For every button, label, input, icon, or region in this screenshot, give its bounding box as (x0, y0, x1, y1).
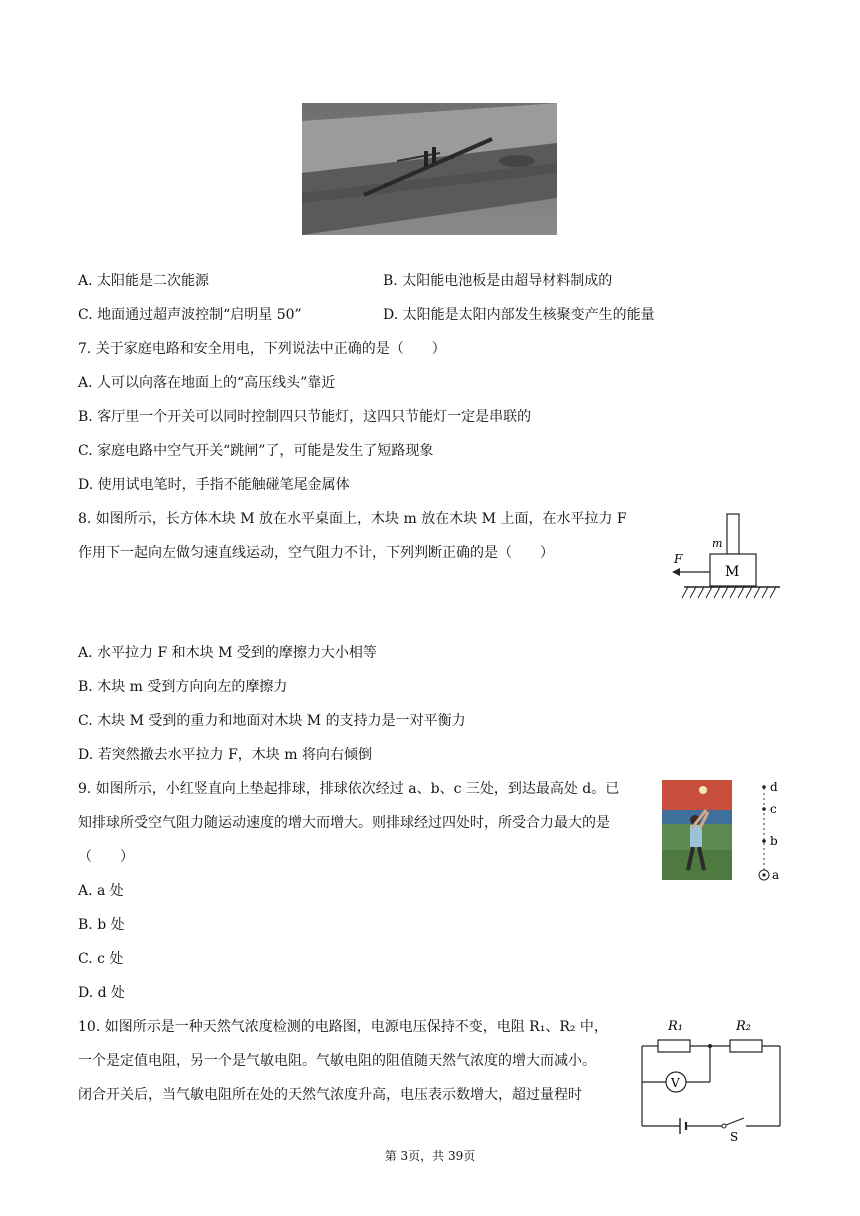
q8-option-d: D. 若突然撤去水平拉力 F，木块 m 将向右倾倒 (78, 747, 372, 763)
q10-label-R2: R₂ (736, 1019, 751, 1034)
q9-option-d: D. d 处 (78, 985, 126, 1001)
q7-option-d: D. 使用试电笔时，手指不能触碰笔尾金属体 (78, 477, 350, 493)
q9-option-a: A. a 处 (78, 883, 124, 899)
q7-option-c: C. 家庭电路中空气开关“跳闸”了，可能是发生了短路现象 (78, 443, 434, 459)
q6-option-a: A. 太阳能是二次能源 (78, 273, 210, 289)
q8-label-F: F (674, 552, 683, 566)
q8-stem-line2: 作用下一起向左做匀速直线运动，空气阻力不计，下列判断正确的是（ ） (78, 545, 554, 561)
q9-option-c: C. c 处 (78, 951, 124, 967)
q9-label-d: d (770, 780, 778, 794)
q7-option-b: B. 客厅里一个开关可以同时控制四只节能灯，这四只节能灯一定是串联的 (78, 409, 532, 425)
q8-option-b: B. 木块 m 受到方向向左的摩擦力 (78, 679, 288, 695)
q8-option-c: C. 木块 M 受到的重力和地面对木块 M 的支持力是一对平衡力 (78, 713, 466, 729)
q9-stem-line2: 知排球所受空气阻力随运动速度的增大而增大。则排球经过四处时，所受合力最大的是 (78, 815, 610, 831)
q10-stem-line1: 10. 如图所示是一种天然气浓度检测的电路图，电源电压保持不变，电阻 R₁、R₂ 中， (78, 1019, 608, 1035)
q9-stem-line3: （ ） (78, 849, 134, 865)
q9-option-b: B. b 处 (78, 917, 125, 933)
q10-label-S: S (730, 1130, 739, 1144)
q9-stem-line1: 9. 如图所示，小红竖直向上垫起排球，排球依次经过 a、b、c 三处，到达最高处 d。已 (78, 781, 620, 797)
q9-position-diagram (752, 780, 786, 884)
q10-label-R1: R₁ (668, 1019, 683, 1034)
q10-stem-line3: 闭合开关后，当气敏电阻所在处的天然气浓度升高，电压表示数增大，超过量程时 (78, 1087, 582, 1103)
q9-label-b: b (770, 834, 778, 848)
q6-option-d: D. 太阳能是太阳内部发生核聚变产生的能量 (383, 307, 655, 323)
q6-option-b: B. 太阳能电池板是由超导材料制成的 (383, 273, 613, 289)
q7-option-a: A. 人可以向落在地面上的“高压线头”靠近 (78, 375, 336, 391)
solar-aircraft-photo (302, 103, 557, 235)
q10-label-V: V (671, 1076, 680, 1090)
page-footer: 第 3页，共 39页 (384, 1149, 476, 1163)
q9-label-c: c (770, 802, 777, 816)
q9-label-a: a (772, 868, 780, 882)
volleyball-photo (662, 780, 732, 880)
q8-option-a: A. 水平拉力 F 和木块 M 受到的摩擦力大小相等 (78, 645, 377, 661)
q8-label-m: m (712, 537, 723, 550)
q6-option-c: C. 地面通过超声波控制“启明星 50” (78, 307, 302, 323)
q10-circuit-diagram (636, 1014, 786, 1144)
q8-stem-line1: 8. 如图所示，长方体木块 M 放在水平桌面上，木块 m 放在木块 M 上面，在水平拉力 F (78, 511, 627, 527)
q10-stem-line2: 一个是定值电阻，另一个是气敏电阻。气敏电阻的阻值随天然气浓度的增大而减小。 (78, 1053, 596, 1069)
q7-stem: 7. 关于家庭电路和安全用电，下列说法中正确的是（ ） (78, 341, 446, 357)
q8-block-diagram (668, 510, 784, 606)
q8-label-M: M (725, 564, 740, 580)
